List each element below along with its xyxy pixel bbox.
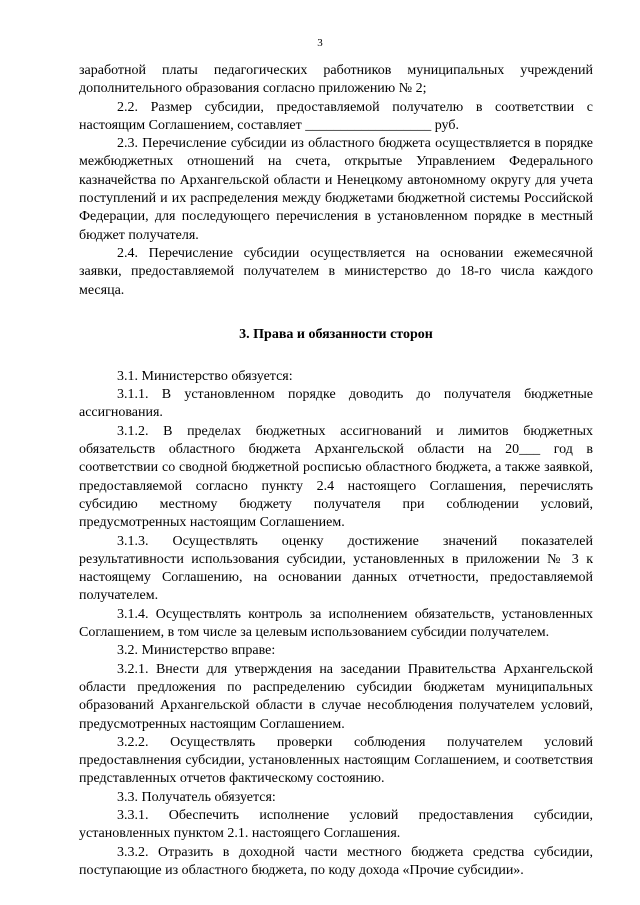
paragraph: 3.1.2. В пределах бюджетных ассигнований и лимитов бюджетных обязательств областного бюджета Архангельской области на 20___ год в соответствии со сводной бюджетной росписью областного бюджета, а также заявкой, предоставляемой согласно пункту 2.4 настоящего Соглашения, перечислять субсидию местному бюджету получателя при соблюдении условий, предусмотренных настоящим Соглашением. [79, 423, 593, 531]
paragraph: 3.2.1. Внести для утверждения на заседании Правительства Архангельской области предложения по распределению субсидии бюджетам муниципальных образований Архангельской области в случае несоблюдения получателем условий, предусмотренных настоящим Соглашением. [79, 661, 593, 732]
paragraph: 2.3. Перечисление субсидии из областного бюджета осуществляется в порядке межбюджетных отношений на счета, открытые Управлением Федерального казначейства по Архангельской области и Ненецкому автономному округу для учета поступлений и их распределения между бюджетами бюджетной системы Российской Федерации, для последующего перечисления в установленном порядке в местный бюджет получателя. [79, 136, 593, 243]
paragraph: 3.2.2. Осуществлять проверки соблюдения получателем условий предоставлнения субсидии, установленных настоящим Соглашением, и соответствия представленных отчетов фактическому состоянию. [79, 734, 593, 787]
paragraph: 3.3.1. Обеспечить исполнение условий предоставления субсидии, установленных пунктом 2.1. настоящего Соглашения. [79, 807, 593, 842]
document-body [79, 62, 593, 880]
paragraph: 2.2. Размер субсидии, предоставляемой получателю в соответствии с настоящим Соглашением, составляет __________________ руб. [79, 99, 593, 133]
paragraph: 3.1.4. Осуществлять контроль за исполнением обязательств, установленных Соглашением, в том числе за целевым использованием субсидии получателем. [79, 606, 593, 641]
section-heading: 3. Права и обязанности сторон [239, 326, 433, 342]
paragraph: 3.3. Получатель обязуется: [117, 789, 276, 805]
page-number: 3 [317, 37, 323, 49]
paragraph: 2.4. Перечисление субсидии осуществляется на основании ежемесячной заявки, предоставляемой получателем в министерство до 18-го числа каждого месяца. [79, 245, 593, 298]
paragraph: 3.3.2. Отразить в доходной части местного бюджета средства субсидии, поступающие из областного бюджета, по коду дохода «Прочие субсидии». [79, 844, 593, 878]
paragraph: 3.1. Министерство обязуется: [117, 368, 293, 384]
paragraph: 3.1.3. Осуществлять оценку достижение значений показателей результативности использования субсидии, установленных в приложении № 3 к настоящему Соглашению, на основании данных отчетности, предоставляемой получателем. [79, 533, 593, 604]
paragraph: 3.2. Министерство вправе: [117, 643, 276, 659]
paragraph: 3.1.1. В установленном порядке доводить до получателя бюджетные ассигнования. [79, 387, 593, 421]
paragraph: заработной платы педагогических работников муниципальных учреждений дополнительного образования согласно приложению № 2; [79, 63, 593, 97]
